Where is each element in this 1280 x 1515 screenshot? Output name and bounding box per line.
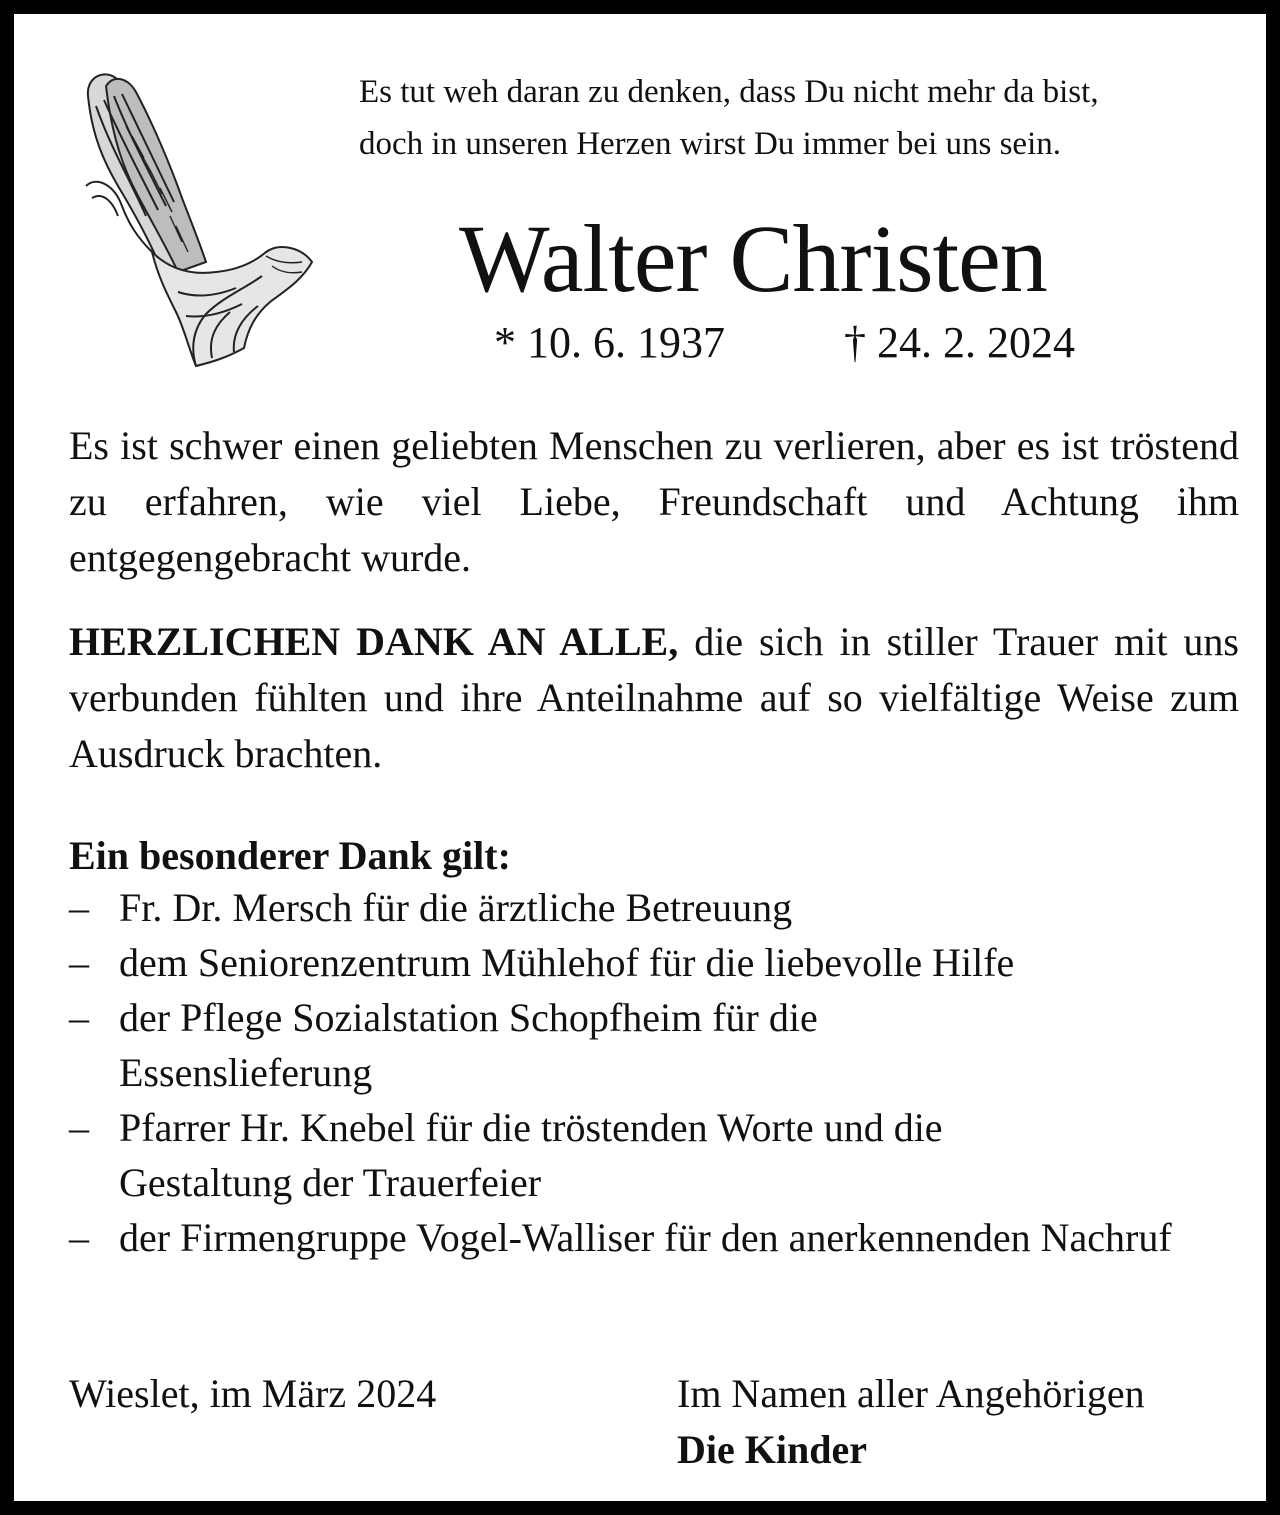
dash-bullet: – <box>69 885 89 930</box>
list-item-text: dem Seniorenzentrum Mühlehof für die liebevolle Hilfe <box>119 940 1015 985</box>
list-item-text: der Firmengruppe Vogel-Walliser für den anerkennenden Nachruf <box>119 1215 1172 1260</box>
death-date: † 24. 2. 2024 <box>844 318 1075 367</box>
birth-date: * 10. 6. 1937 <box>494 318 725 367</box>
praying-hands-icon <box>66 66 316 376</box>
motto-quote <box>359 66 1099 170</box>
list-item <box>69 935 1249 990</box>
list-item <box>69 990 999 1100</box>
dash-bullet: – <box>69 995 89 1040</box>
special-thanks-heading: Ein besonderer Dank gilt: <box>69 833 511 878</box>
list-item <box>69 1210 1269 1265</box>
deceased-name: Walter Christen <box>459 205 1047 312</box>
on-behalf-line: Im Namen aller Angehörigen <box>677 1371 1145 1416</box>
special-thanks-list <box>69 880 1249 1265</box>
dash-bullet: – <box>69 940 89 985</box>
signature-block <box>677 1366 1145 1478</box>
thanks-lead: HERZLICHEN DANK AN ALLE, <box>69 619 679 664</box>
condolence-paragraph: Es ist schwer einen geliebten Menschen zu verlieren, aber es ist tröstend zu erfahren, wie viel Liebe, Freundschaft und Achtung ihm entgegengebracht wurde. <box>69 423 1239 580</box>
thanks-text: die sich in stiller Trauer mit uns verbunden fühlten und ihre Anteilnahme auf so vielfältige Weise zum Ausdruck brachten. <box>69 619 1239 776</box>
motto-line: Es tut weh daran zu denken, dass Du nicht mehr da bist, <box>359 74 1099 110</box>
signature: Die Kinder <box>677 1427 867 1472</box>
list-item-text: Pfarrer Hr. Knebel für die tröstenden Worte und die Gestaltung der Trauerfeier <box>119 1105 943 1205</box>
list-item <box>69 1100 1109 1210</box>
thanks-paragraph <box>69 614 1239 782</box>
list-item-text: der Pflege Sozialstation Schopfheim für die Essenslieferung <box>119 995 818 1095</box>
motto-line: doch in unseren Herzen wirst Du immer bei uns sein. <box>359 126 1061 162</box>
dash-bullet: – <box>69 1215 89 1260</box>
dash-bullet: – <box>69 1105 89 1150</box>
list-item-text: Fr. Dr. Mersch für die ärztliche Betreuung <box>119 885 793 930</box>
place-and-date: Wieslet, im März 2024 <box>69 1371 437 1416</box>
list-item <box>69 880 1249 935</box>
